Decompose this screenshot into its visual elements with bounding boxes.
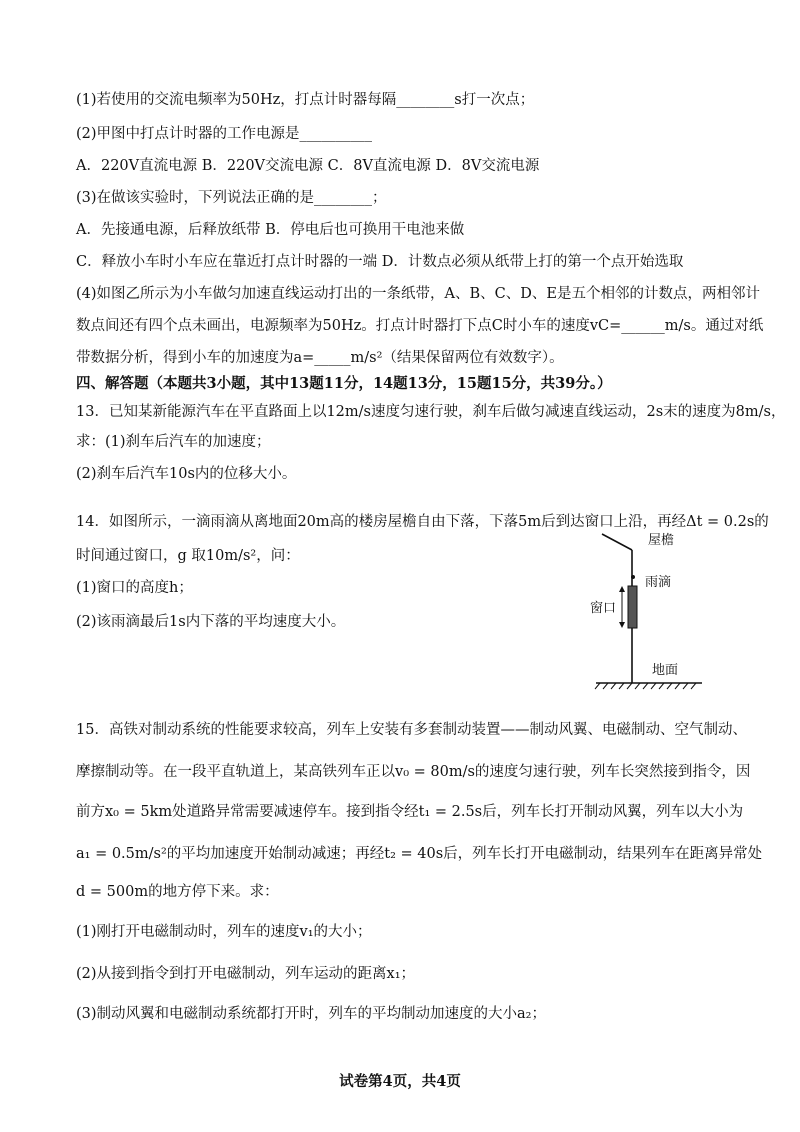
text-line-6: C．释放小车时小车应在靠近打点计时器的一端 D．计数点必须从纸带上打的第一个点开始选取	[76, 254, 684, 270]
text-line-5: A．先接通电源，后释放纸带 B．停电后也可换用干电池来做	[76, 222, 465, 238]
text-line-1: (1)若使用的交流电频率为50Hz，打点计时器每隔________s打一次点；	[76, 92, 535, 108]
text-line-8: 数点间还有四个点未画出，电源频率为50Hz。打点计时器打下点C时小车的速度vC=______m/s。通过对纸	[76, 318, 764, 334]
q15-line-5: d = 500m的地方停下来。求：	[76, 884, 279, 900]
q15-line-6: (1)刚打开电磁制动时，列车的速度v₁的大小；	[76, 924, 372, 940]
section-heading: 四、解答题（本题共3小题，其中13题11分，14题13分，15题15分，共39分。）	[76, 375, 612, 392]
page-footer: 试卷第4页，共4页	[339, 1073, 461, 1090]
text-line-7: (4)如图乙所示为小车做匀加速直线运动打出的一条纸带，A、B、C、D、E是五个相邻的计数点，两相邻计	[76, 286, 760, 302]
q14-line-2: 时间通过窗口，g 取10m/s²，问：	[76, 548, 300, 564]
q13-line-3: (2)刹车后汽车10s内的位移大小。	[76, 466, 297, 482]
q13-line-1: 13．已知某新能源汽车在平直路面上以12m/s速度匀速行驶，刹车后做匀减速直线运动，2s末的速度为8m/s，	[76, 404, 786, 420]
q14-line-4: (2)该雨滴最后1s内下落的平均速度大小。	[76, 614, 346, 630]
q15-line-1: 15．高铁对制动系统的性能要求较高，列车上安装有多套制动装置——制动风翼、电磁制动、空气制动、	[76, 722, 747, 738]
q14-line-1: 14．如图所示，一滴雨滴从离地面20m高的楼房屋檐自由下落，下落5m后到达窗口上沿，再经Δt = 0.2s的	[76, 514, 769, 530]
building-diagram	[590, 528, 710, 693]
ground-label: 地面	[652, 663, 679, 678]
text-line-3: A．220V直流电源 B．220V交流电源 C．8V直流电源 D．8V交流电源	[76, 158, 540, 174]
window-rect	[628, 586, 637, 628]
text-line-9: 带数据分析，得到小车的加速度为a=_____m/s²（结果保留两位有效数字）。	[76, 350, 564, 366]
window-label: 窗口	[590, 601, 617, 616]
height-arrow-bottom-icon	[619, 622, 625, 628]
q13-line-2: 求：(1)刹车后汽车的加速度；	[76, 434, 271, 450]
q14-line-3: (1)窗口的高度h；	[76, 580, 193, 596]
q15-line-8: (3)制动风翼和电磁制动系统都打开时，列车的平均制动加速度的大小a₂；	[76, 1006, 546, 1022]
text-line-4: (3)在做该实验时，下列说法正确的是________；	[76, 190, 387, 206]
ground-hatch	[595, 683, 696, 689]
height-arrow-top-icon	[619, 586, 625, 592]
q15-line-2: 摩擦制动等。在一段平直轨道上，某高铁列车正以v₀ = 80m/s的速度匀速行驶，列车长突然接到指令，因	[76, 764, 751, 780]
q15-line-4: a₁ = 0.5m/s²的平均加速度开始制动减速；再经t₂ = 40s后，列车长打开电磁制动，结果列车在距离异常处	[76, 846, 763, 862]
raindrop-icon	[631, 575, 635, 579]
raindrop-label: 雨滴	[645, 575, 672, 590]
q15-line-7: (2)从接到指令到打开电磁制动，列车运动的距离x₁；	[76, 966, 416, 982]
eave-roof	[602, 534, 632, 550]
eave-label: 屋檐	[648, 533, 675, 548]
text-line-2: (2)甲图中打点计时器的工作电源是__________	[76, 126, 373, 142]
q15-line-3: 前方x₀ = 5km处道路异常需要减速停车。接到指令经t₁ = 2.5s后，列车长打开制动风翼，列车以大小为	[76, 804, 744, 820]
